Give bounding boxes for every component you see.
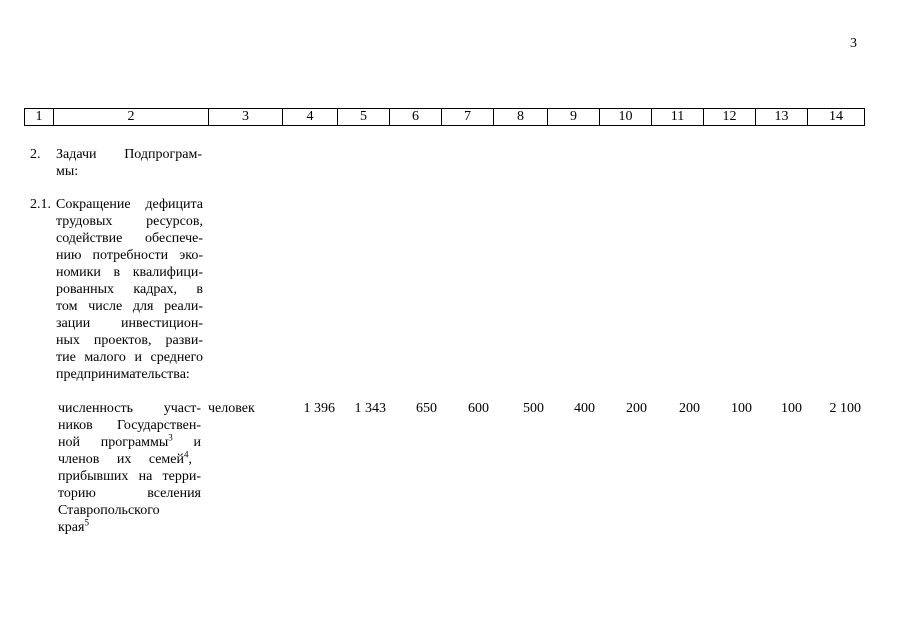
header-col-8: 8 <box>494 109 548 126</box>
header-col-6: 6 <box>390 109 442 126</box>
indicator-line: торию вселения <box>58 486 201 501</box>
indicator-line: Ставропольского <box>58 503 160 518</box>
value-col-9: 400 <box>574 401 595 416</box>
header-col-12: 12 <box>704 109 756 126</box>
header-col-5: 5 <box>338 109 390 126</box>
indicator-line-text: края <box>58 520 85 535</box>
value-col-11: 200 <box>679 401 700 416</box>
section-2-1-line: рованных кадрах, в <box>56 282 203 297</box>
header-col-1: 1 <box>25 109 54 126</box>
column-number-header-table <box>24 108 865 126</box>
header-col-3: 3 <box>209 109 283 126</box>
section-2-1-line: нию потребности эко- <box>56 248 203 263</box>
indicator-line-text: членов их семей <box>58 452 184 467</box>
value-col-12: 100 <box>731 401 752 416</box>
section-2-1-line: Сокращение дефицита <box>56 197 203 212</box>
value-col-8: 500 <box>523 401 544 416</box>
section-2-number: 2. <box>30 147 41 162</box>
value-col-10: 200 <box>626 401 647 416</box>
section-2-line: мы: <box>56 164 79 179</box>
header-row <box>25 109 865 126</box>
footnote-5: 5 <box>84 517 89 528</box>
section-2-1-text <box>56 196 203 383</box>
indicator-line-text: ной программы <box>58 435 169 450</box>
header-col-2: 2 <box>54 109 209 126</box>
section-2-1-line: тие малого и среднего <box>56 350 203 365</box>
section-2-1-number: 2.1. <box>30 197 51 212</box>
value-col-13: 100 <box>781 401 802 416</box>
indicator-line <box>58 434 201 451</box>
indicator-line <box>58 519 201 536</box>
value-col-5: 1 343 <box>354 401 386 416</box>
footnote-3: 3 <box>168 432 173 443</box>
section-2-1-line: предпринимательства: <box>56 367 190 382</box>
header-col-11: 11 <box>652 109 704 126</box>
indicator-line: численность участ- <box>58 401 201 416</box>
section-2-line: Задачи Подпрограм- <box>56 147 202 162</box>
indicator-unit: человек <box>208 401 255 416</box>
header-col-9: 9 <box>548 109 600 126</box>
value-col-7: 600 <box>468 401 489 416</box>
indicator-line-tail: и <box>193 435 201 450</box>
section-2-1-line: ных проектов, разви- <box>56 333 203 348</box>
header-col-10: 10 <box>600 109 652 126</box>
header-col-13: 13 <box>756 109 808 126</box>
indicator-line-tail: , <box>188 452 192 467</box>
value-col-14: 2 100 <box>829 401 861 416</box>
section-2-text <box>56 146 202 180</box>
indicator-line: прибывших на терри- <box>58 469 201 484</box>
value-col-4: 1 396 <box>303 401 335 416</box>
indicator-line <box>58 451 201 468</box>
page-number: 3 <box>850 36 857 51</box>
value-col-6: 650 <box>416 401 437 416</box>
header-col-4: 4 <box>283 109 338 126</box>
section-2-1-line: номики в квалифици- <box>56 265 203 280</box>
header-col-7: 7 <box>442 109 494 126</box>
header-col-14: 14 <box>808 109 865 126</box>
section-2-1-line: трудовых ресурсов, <box>56 214 203 229</box>
footnote-4: 4 <box>184 449 189 460</box>
section-2-1-line: том числе для реали- <box>56 299 203 314</box>
section-2-1-line: зации инвестицион- <box>56 316 203 331</box>
section-2-1-line: содействие обеспече- <box>56 231 203 246</box>
indicator-description <box>58 400 201 536</box>
indicator-line: ников Государствен- <box>58 418 201 433</box>
